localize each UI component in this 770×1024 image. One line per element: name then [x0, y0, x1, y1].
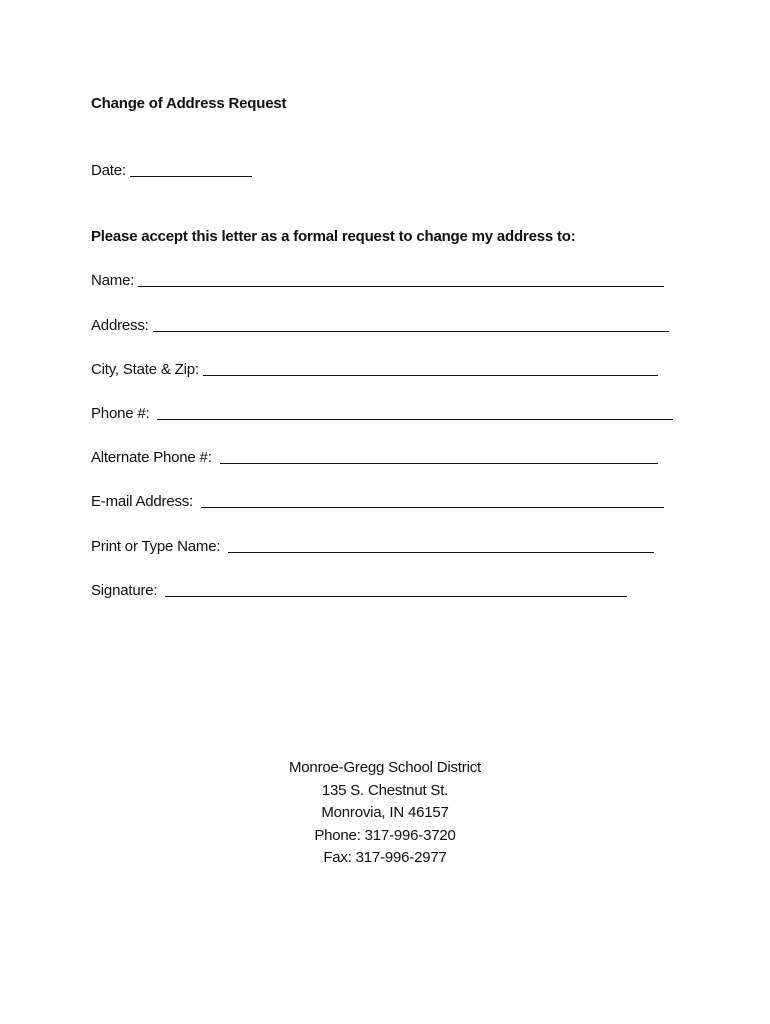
district-street: 135 S. Chestnut St. [321, 781, 449, 799]
signature-blank[interactable] [165, 581, 627, 597]
print-name-line [91, 537, 654, 555]
city-state-zip-label: City, State & Zip: [91, 361, 199, 378]
document-title: Change of Address Request [91, 95, 287, 112]
intro-text: Please accept this letter as a formal request to change my address to: [91, 228, 576, 245]
print-name-label: Print or Type Name: [91, 538, 225, 555]
name-blank[interactable] [138, 271, 664, 287]
city-state-zip-line [91, 360, 658, 378]
address-line [91, 316, 669, 334]
district-city: Monrovia, IN 46157 [321, 804, 449, 821]
email-label: E-mail Address: [91, 493, 198, 510]
name-line [91, 271, 664, 289]
date-blank[interactable] [130, 161, 252, 177]
alternate-phone-blank[interactable] [220, 448, 658, 464]
date-label: Date: [91, 162, 126, 179]
address-blank[interactable] [153, 316, 669, 332]
phone-label: Phone #: [91, 405, 154, 422]
district-fax: Fax: 317-996-2977 [323, 849, 447, 866]
district-address-block [0, 757, 770, 870]
address-label: Address: [91, 317, 149, 334]
signature-label: Signature: [91, 582, 162, 599]
email-blank[interactable] [201, 492, 664, 508]
phone-line [91, 404, 673, 422]
date-line [91, 161, 252, 179]
signature-line [91, 581, 627, 599]
name-label: Name: [91, 272, 135, 289]
phone-blank[interactable] [157, 404, 673, 420]
district-phone: Phone: 317-996-3720 [314, 826, 456, 844]
email-line [91, 492, 664, 510]
district-name: Monroe-Gregg School District [289, 759, 481, 776]
alternate-phone-line [91, 448, 658, 466]
city-state-zip-blank[interactable] [203, 360, 658, 376]
print-name-blank[interactable] [228, 537, 654, 553]
alternate-phone-label: Alternate Phone #: [91, 449, 216, 466]
